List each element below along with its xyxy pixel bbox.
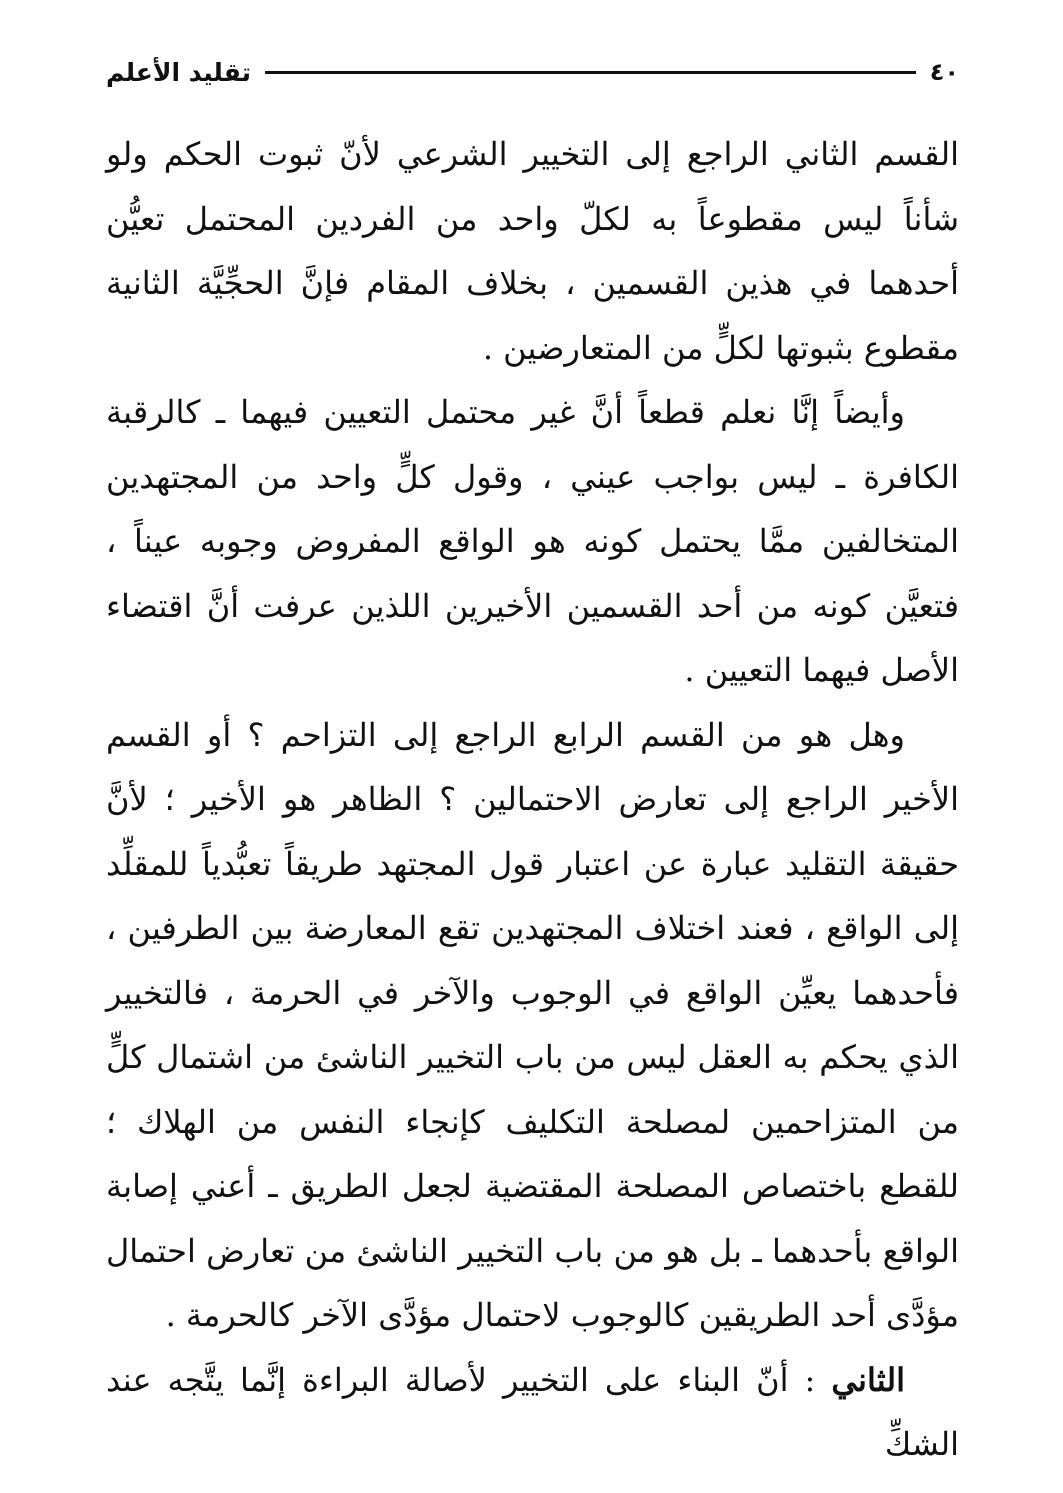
paragraph-text: : أنّ البناء على التخيير لأصالة البراءة إنَّما يتَّجه عند الشكِّ bbox=[106, 1360, 959, 1463]
paragraph: وهل هو من القسم الرابع الراجع إلى التزاحم ؟ أو القسم الأخير الراجع إلى تعارض الاحتمالين ؟ الظاهر هو الأخير ؛ لأنَّ حقيقة التقليد عبارة عن اعتبار قول المجتهد طريقاً تعبُّدياً للمقلِّد إلى الواقع ، فعند اختلاف المجتهدين تقع المعارضة بين الطرفين ، فأحدهما يعيِّن الواقع في الوجوب والآخر في الحرمة ، فالتخيير الذي يحكم به العقل ليس من باب التخيير الناشئ من اشتمال كلٍّ من المتزاحمين لمصلحة التكليف كإنجاء النفس من الهلاك ؛ للقطع باختصاص المصلحة المقتضية لجعل الطريق ـ أعني إصابة الواقع بأحدهما ـ بل هو من باب التخيير الناشئ من تعارض احتمال مؤدَّى أحد الطريقين كالوجوب لاحتمال مؤدَّى الآخر كالحرمة . bbox=[106, 715, 960, 1334]
running-title: تقليد الأعلم bbox=[106, 57, 252, 87]
paragraph: وأيضاً إنَّا نعلم قطعاً أنَّ غير محتمل التعيين فيهما ـ كالرقبة الكافرة ـ ليس بواجب عيني ، وقول كلٍّ واحد من المجتهدين المتخالفين ممَّا يحتمل كونه هو الواقع المفروض وجوبه عيناً ، فتعيَّن كونه من أحد القسمين الأخيرين اللذين عرفت أنَّ اقتضاء الأصل فيهما التعيين . bbox=[106, 393, 959, 689]
header-rule bbox=[265, 71, 916, 74]
page-header bbox=[106, 52, 959, 92]
paragraph bbox=[106, 1348, 959, 1477]
body-text bbox=[106, 122, 959, 1477]
paragraph-lead-term: الثاني bbox=[831, 1360, 905, 1399]
page-number: ٤٠ bbox=[929, 58, 959, 86]
paragraph: القسم الثاني الراجع إلى التخيير الشرعي لأنّ ثبوت الحكم ولو شأناً ليس مقطوعاً به لكلّ واحد من الفردين المحتمل تعيُّن أحدهما في هذين القسمين ، بخلاف المقام فإنَّ الحجِّيَّة الثانية مقطوع بثبوتها لكلٍّ من المتعارضين . bbox=[106, 135, 960, 367]
